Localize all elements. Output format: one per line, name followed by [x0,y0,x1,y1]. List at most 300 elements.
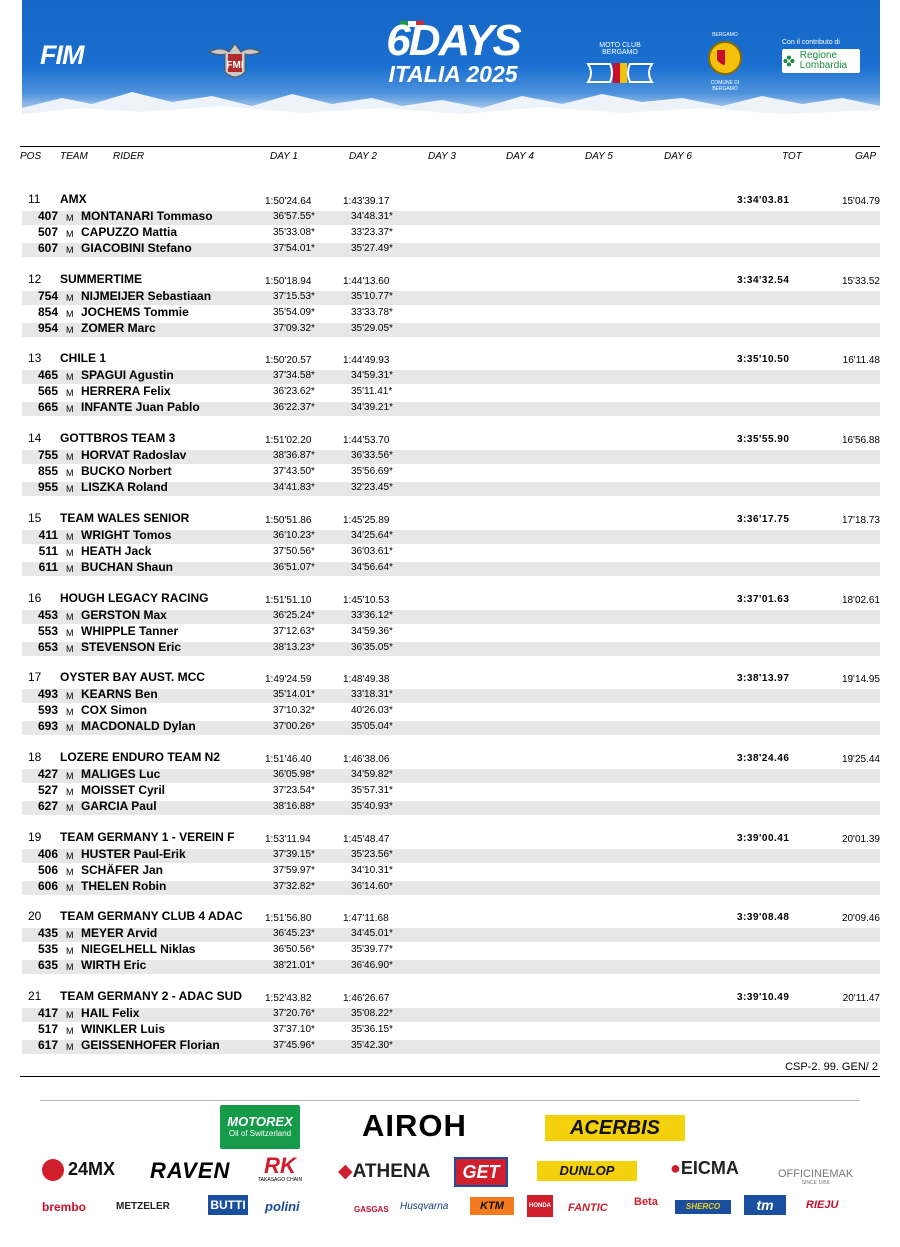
sponsor-polini: polini [265,1199,300,1214]
rider-name: MONTANARI Tommaso [81,209,213,223]
team-day2-time: 1:43'39.17 [343,196,390,207]
rider-name: HAIL Felix [81,1006,140,1020]
rider-day1-time: 36'51.07* [273,562,315,573]
team-position: 13 [28,351,42,365]
rider-name: BUCKO Norbert [81,464,172,478]
rider-day1-time: 36'05.98* [273,769,315,780]
team-block [0,669,900,749]
team-day2-time: 1:45'25.89 [343,515,390,526]
rider-name: GARCIA Paul [81,799,157,813]
rider-day2-time: 34'45.01* [351,928,393,939]
lombardia-rose-icon [782,51,796,71]
rider-category: M [66,325,74,335]
rider-day1-time: 37'09.32* [273,323,315,334]
rider-category: M [66,404,74,414]
rider-category: M [66,293,74,303]
rider-day1-time: 37'59.97* [273,865,315,876]
rider-row [0,289,900,304]
rider-day1-time: 37'34.58* [273,370,315,381]
team-total-time: 3:38'24.46 [737,753,790,764]
team-name: CHILE 1 [60,351,107,365]
team-position: 19 [28,830,42,844]
moto-club-bergamo-logo: MOTO CLUB BERGAMO [584,42,656,86]
col-pos: POS [20,151,42,162]
rider-row [0,799,900,814]
sponsor-tm: tm [744,1195,786,1215]
rider-category: M [66,771,74,781]
rider-category: M [66,245,74,255]
rider-row [0,1022,900,1037]
rider-number: 406 [37,847,58,861]
rider-day2-time: 34'59.36* [351,626,393,637]
team-day2-time: 1:44'13.60 [343,276,390,287]
rider-name: NIEGELHELL Niklas [81,942,196,956]
sponsor-dunlop: DUNLOP [537,1161,637,1181]
rider-day2-time: 34'56.64* [351,562,393,573]
rider-day2-time: 35'56.69* [351,466,393,477]
team-day1-time: 1:50'24.64 [265,196,312,207]
rider-day1-time: 37'23.54* [273,785,315,796]
team-block [0,350,900,430]
rider-name: GEISSENHOFER Florian [81,1038,220,1052]
regione-lombardia-logo: Con il contributo di Regione Lombardia [782,39,862,73]
rider-name: WINKLER Luis [81,1022,165,1036]
rider-row [0,209,900,224]
team-position: 12 [28,272,42,286]
rider-name: STEVENSON Eric [81,640,182,654]
sponsor-acerbis: ACERBIS [545,1115,685,1141]
rider-category: M [66,628,74,638]
rider-name: BUCHAN Shaun [81,560,173,574]
team-day2-time: 1:47'11.68 [343,913,389,924]
rider-day2-time: 34'39.21* [351,402,393,413]
rider-day1-time: 37'15.53* [273,291,315,302]
rider-number: 607 [37,241,58,255]
rider-day2-time: 35'05.04* [351,721,393,732]
rider-day1-time: 38'21.01* [273,960,315,971]
rider-category: M [66,962,74,972]
rider-row-shade [22,1008,880,1022]
rider-number: 653 [37,640,58,654]
rider-category: M [66,564,74,574]
sponsor-officinemak: OFFICINEMAK SINCE 1956 [778,1168,854,1186]
rider-day2-time: 35'10.77* [351,291,393,302]
rider-day2-time: 36'14.60* [351,881,393,892]
rider-category: M [66,213,74,223]
rider-category: M [66,484,74,494]
rider-number: 435 [37,926,58,940]
mountains-decoration [22,80,880,120]
rider-day1-time: 37'12.63* [273,626,315,637]
rider-number: 527 [37,783,58,797]
sponsor-ktm: KTM [470,1197,514,1215]
rider-row [0,368,900,383]
team-position: 17 [28,670,42,684]
col-day6: DAY 6 [664,151,692,162]
rider-number: 417 [37,1006,58,1020]
sponsor-eicma: ●EICMA [670,1158,739,1178]
rider-name: CAPUZZO Mattia [81,225,177,239]
rider-name: THELEN Robin [81,879,167,893]
team-day2-time: 1:45'10.53 [343,595,390,606]
rider-category: M [66,691,74,701]
team-block [0,988,900,1068]
rider-category: M [66,946,74,956]
rider-name: ZOMER Marc [81,321,156,335]
rider-number: 954 [37,321,58,335]
team-day1-time: 1:50'20.57 [265,355,312,366]
rider-number: 693 [37,719,58,733]
rider-category: M [66,388,74,398]
rider-name: MALIGES Luc [81,767,161,781]
col-day2: DAY 2 [349,151,377,162]
rider-number: 854 [37,305,58,319]
col-day1: DAY 1 [270,151,298,162]
rider-day1-time: 35'54.09* [273,307,315,318]
rider-category: M [66,452,74,462]
rider-number: 465 [37,368,58,382]
rider-number: 754 [37,289,58,303]
rider-day2-time: 36'46.90* [351,960,393,971]
rider-category: M [66,707,74,717]
team-day2-time: 1:44'53.70 [343,435,390,446]
rider-row [0,241,900,256]
rider-day1-time: 36'45.23* [273,928,315,939]
team-name: GOTTBROS TEAM 3 [60,431,176,445]
rider-day1-time: 34'41.83* [273,482,315,493]
rider-day1-time: 37'20.76* [273,1008,315,1019]
col-rider: RIDER [113,151,145,162]
rider-name: MACDONALD Dylan [81,719,196,733]
rider-category: M [66,309,74,319]
sponsor-raven: RAVEN [150,1158,231,1183]
rider-category: M [66,644,74,654]
col-day4: DAY 4 [506,151,534,162]
sponsor-rk: RK TAKASAGO CHAIN [258,1153,303,1183]
rider-name: INFANTE Juan Pablo [81,400,200,414]
rider-number: 453 [37,608,58,622]
team-block [0,191,900,271]
team-block [0,510,900,590]
rider-number: 627 [37,799,58,813]
rider-day1-time: 36'22.37* [273,402,315,413]
rider-name: MOISSET Cyril [81,783,166,797]
rider-day1-time: 37'43.50* [273,466,315,477]
rider-row [0,464,900,479]
rider-row [0,687,900,702]
rider-number: 611 [38,560,58,574]
team-day1-time: 1:51'46.40 [265,754,312,765]
rider-number: 553 [37,624,58,638]
rider-day1-time: 37'37.10* [273,1024,315,1035]
rider-row [0,305,900,320]
rider-row [0,560,900,575]
team-name: TEAM GERMANY CLUB 4 ADAC [60,909,243,923]
team-day2-time: 1:44'49.93 [343,355,390,366]
rider-number: 493 [37,687,58,701]
sponsor-metzeler: METZELER [116,1201,170,1212]
team-position: 11 [28,192,41,206]
rider-day2-time: 35'11.41* [351,386,393,397]
rider-name: HEATH Jack [81,544,152,558]
rider-day1-time: 38'36.87* [273,450,315,461]
rider-row [0,863,900,878]
rider-number: 427 [37,767,58,781]
team-total-time: 3:35'10.50 [737,354,790,365]
rider-day2-time: 35'57.31* [351,785,393,796]
sponsor-athena: ◆ATHENA [338,1161,431,1182]
rider-number: 606 [37,879,58,893]
rider-category: M [66,787,74,797]
rider-number: 507 [37,225,58,239]
team-day2-time: 1:46'38.06 [343,754,390,765]
rider-day1-time: 35'33.08* [273,227,315,238]
rider-day1-time: 38'13.23* [273,642,315,653]
rider-day2-time: 36'35.05* [351,642,393,653]
team-day2-time: 1:46'26.67 [343,993,390,1004]
rider-row [0,847,900,862]
team-gap: 15'33.52 [841,276,880,287]
rider-number: 855 [37,464,58,478]
rider-row [0,926,900,941]
rider-category: M [66,803,74,813]
team-day1-time: 1:51'51.10 [265,595,312,606]
rider-row [0,767,900,782]
rider-day2-time: 32'23.45* [351,482,393,493]
rider-day2-time: 33'23.37* [351,227,393,238]
comune-bergamo-logo: BERGAMO COMUNE DI BERGAMO [699,32,751,92]
rider-row [0,958,900,973]
rider-row [0,1006,900,1021]
team-day1-time: 1:52'43.82 [265,993,312,1004]
team-day1-time: 1:50'51.86 [265,515,312,526]
athena-icon: ◆ [338,1161,353,1182]
rider-category: M [66,372,74,382]
team-day2-time: 1:48'49.38 [343,674,390,685]
rider-number: 506 [37,863,58,877]
rider-name: JOCHEMS Tommie [81,305,189,319]
team-position: 18 [28,750,42,764]
team-day2-time: 1:45'48.47 [343,834,390,845]
team-block [0,590,900,670]
rider-day2-time: 35'40.93* [351,801,393,812]
rider-row [0,528,900,543]
rider-name: HERRERA Felix [81,384,171,398]
team-day1-time: 1:53'11.94 [265,834,311,845]
team-gap: 17'18.73 [841,515,880,526]
team-total-time: 3:36'17.75 [737,514,790,525]
sponsor-gasgas: GASGAS [354,1205,389,1214]
rider-name: LISZKA Roland [81,480,168,494]
team-gap: 16'56.88 [841,435,880,446]
team-block [0,749,900,829]
rider-day1-time: 35'14.01* [273,689,315,700]
24mx-icon [42,1159,64,1181]
sponsor-brembo: brembo [42,1200,87,1214]
rider-category: M [66,1026,74,1036]
rider-day1-time: 36'10.23* [273,530,315,541]
rider-category: M [66,612,74,622]
team-gap: 19'14.95 [841,674,880,685]
team-block [0,908,900,988]
team-name: TEAM WALES SENIOR [60,511,190,525]
footer-rule [20,1076,880,1077]
team-block [0,430,900,510]
rider-row [0,480,900,495]
rider-number: 755 [37,448,58,462]
header-rule-top [20,146,880,147]
rider-name: WRIGHT Tomos [81,528,172,542]
rider-category: M [66,851,74,861]
rider-row [0,624,900,639]
sponsor-fantic: FANTIC [568,1202,608,1214]
rider-day2-time: 35'08.22* [351,1008,393,1019]
rider-number: 511 [38,544,58,558]
rider-name: HORVAT Radoslav [81,448,187,462]
team-name: AMX [60,192,87,206]
team-total-time: 3:35'55.90 [737,434,790,445]
rider-number: 617 [37,1038,58,1052]
rider-row [0,384,900,399]
rider-day2-time: 35'27.49* [351,243,393,254]
rider-row-shade [22,960,880,974]
rider-day2-time: 34'48.31* [351,211,393,222]
rider-day2-time: 35'29.05* [351,323,393,334]
rider-category: M [66,1010,74,1020]
rider-category: M [66,883,74,893]
rider-day1-time: 38'16.88* [273,801,315,812]
rider-number: 955 [37,480,58,494]
team-block [0,271,900,351]
eicma-icon: ● [670,1158,681,1178]
rider-row [0,544,900,559]
rider-day1-time: 36'23.62* [273,386,315,397]
rider-name: HUSTER Paul-Erik [81,847,186,861]
sponsor-husqvarna: Husqvarna [400,1201,449,1212]
team-day1-time: 1:50'18.94 [265,276,312,287]
team-name: HOUGH LEGACY RACING [60,591,209,605]
rider-name: SPAGUI Agustin [81,368,174,382]
col-team: TEAM [60,151,88,162]
bergamo-crest-icon [707,38,743,78]
rider-category: M [66,229,74,239]
team-gap: 19'25.44 [841,754,880,765]
rider-day1-time: 37'45.96* [273,1040,315,1051]
sponsor-rieju: RIEJU [806,1199,839,1211]
rider-row [0,640,900,655]
rider-name: WIRTH Eric [81,958,147,972]
team-gap: 20'09.46 [841,913,880,924]
rider-day2-time: 34'59.82* [351,769,393,780]
rider-row [0,608,900,623]
rider-category: M [66,468,74,478]
team-gap: 16'11.48 [842,355,880,366]
sponsor-beta: Beta [634,1196,658,1208]
rider-day1-time: 37'10.32* [273,705,315,716]
sponsor-motorex: MOTOREX Oil of Switzerland [220,1105,300,1149]
rider-number: 593 [37,703,58,717]
team-gap: 18'02.61 [841,595,880,606]
col-day5: DAY 5 [585,151,613,162]
sponsor-get: GET [454,1157,508,1187]
team-total-time: 3:39'08.48 [737,912,790,923]
rider-row [0,400,900,415]
rider-row [0,879,900,894]
rider-number: 411 [38,528,58,542]
rider-day2-time: 34'25.64* [351,530,393,541]
rider-day2-time: 36'03.61* [351,546,393,557]
team-gap: 20'11.47 [842,993,880,1004]
sponsor-butti: BUTTI [208,1195,248,1215]
team-position: 16 [28,591,42,605]
team-total-time: 3:39'00.41 [737,833,790,844]
team-position: 14 [28,431,42,445]
team-name: TEAM GERMANY 2 - ADAC SUD [60,989,243,1003]
sponsor-honda: HONDA [527,1195,553,1217]
sponsor-sherco: SHERCO [675,1200,731,1214]
team-day1-time: 1:49'24.59 [265,674,312,685]
rider-day2-time: 35'36.15* [351,1024,393,1035]
rider-number: 665 [37,400,58,414]
rider-category: M [66,532,74,542]
team-name: TEAM GERMANY 1 - VEREIN F [60,830,235,844]
rider-category: M [66,930,74,940]
rider-name: WHIPPLE Tanner [81,624,179,638]
team-total-time: 3:37'01.63 [737,594,790,605]
six-days-logo: 6DAYS ITALIA 2025 [386,16,520,87]
team-total-time: 3:38'13.97 [737,673,790,684]
team-position: 21 [28,989,42,1003]
rider-day1-time: 36'25.24* [273,610,315,621]
rider-row [0,703,900,718]
rider-name: GIACOBINI Stefano [81,241,192,255]
sponsor-24mx: 24MX [42,1159,115,1181]
rider-day2-time: 35'39.77* [351,944,393,955]
rider-day1-time: 37'50.56* [273,546,315,557]
team-gap: 20'01.39 [841,834,880,845]
rider-row [0,942,900,957]
rider-day2-time: 33'36.12* [351,610,393,621]
rider-day1-time: 36'57.55* [273,211,315,222]
team-total-time: 3:34'32.54 [737,275,790,286]
rider-category: M [66,548,74,558]
rider-day2-time: 33'33.78* [351,307,393,318]
rider-day1-time: 37'00.26* [273,721,315,732]
team-day1-time: 1:51'56.80 [265,913,312,924]
rider-day2-time: 36'33.56* [351,450,393,461]
svg-text:FMI: FMI [226,60,244,71]
fmi-logo [207,38,263,84]
team-position: 15 [28,511,42,525]
rider-day1-time: 37'32.82* [273,881,315,892]
fim-logo: FIM [40,40,84,70]
team-position: 20 [28,909,42,923]
rider-day2-time: 34'59.31* [351,370,393,381]
team-block [0,829,900,909]
team-total-time: 3:34'03.81 [737,195,790,206]
rider-day1-time: 37'54.01* [273,243,315,254]
team-total-time: 3:39'10.49 [737,992,790,1003]
rider-day1-time: 37'39.15* [273,849,315,860]
rider-name: KEARNS Ben [81,687,158,701]
rider-number: 517 [37,1022,58,1036]
rider-category: M [66,1042,74,1052]
rider-row [0,1038,900,1053]
rider-row [0,719,900,734]
rider-name: COX Simon [81,703,148,717]
rider-day2-time: 35'42.30* [351,1040,393,1051]
team-gap: 15'04.79 [841,196,880,207]
